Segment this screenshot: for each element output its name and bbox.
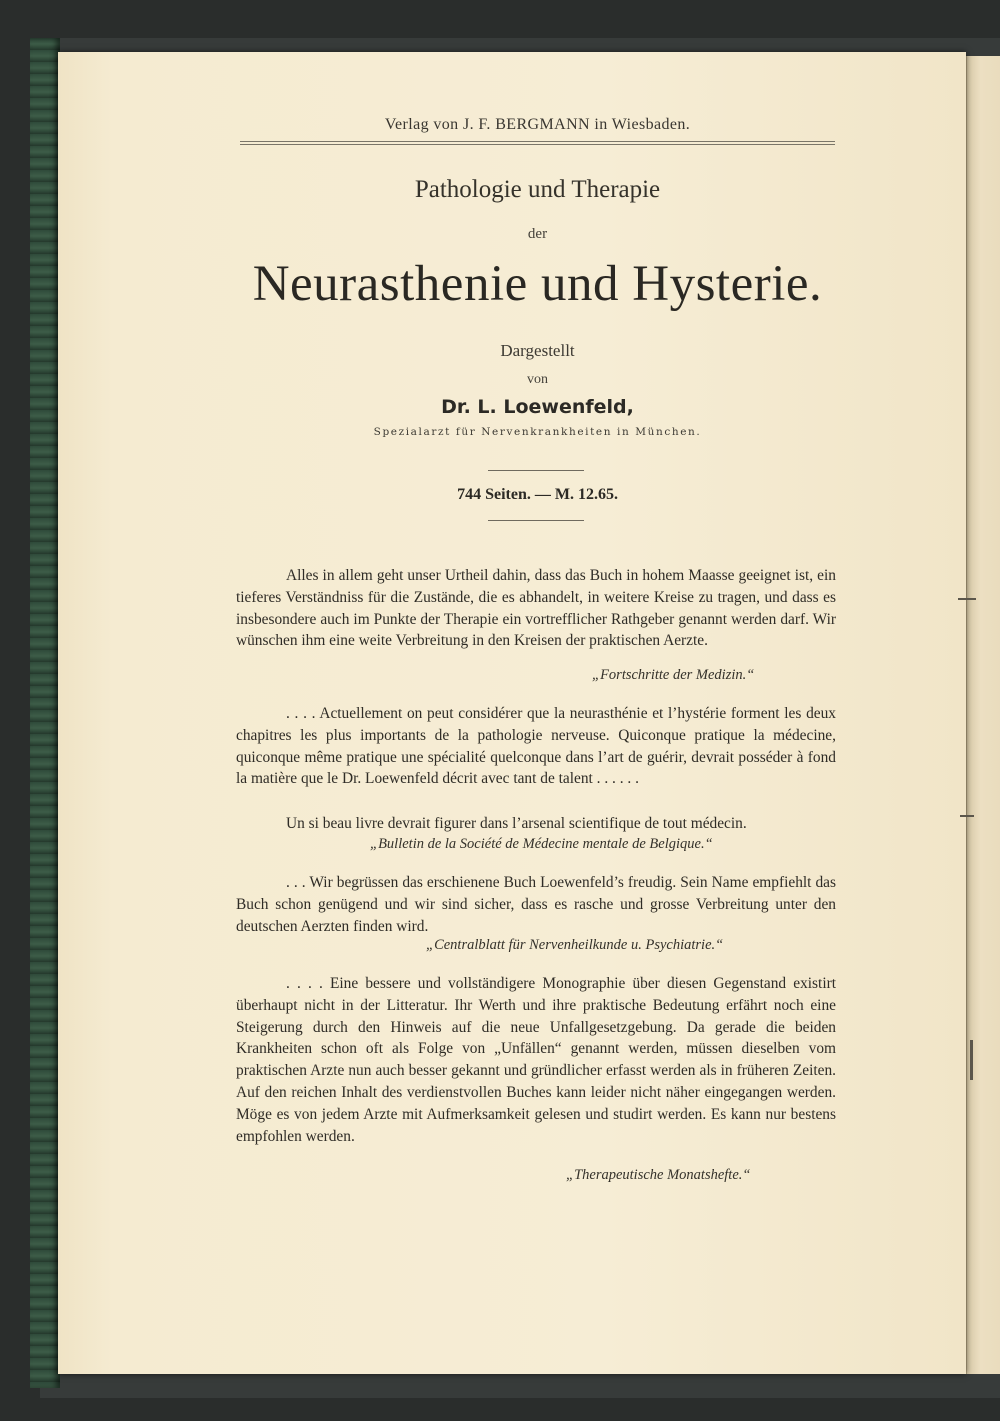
price-line: 744 Seiten. — M. 12.65.: [457, 486, 618, 503]
price-rule-bottom: [488, 520, 584, 521]
author-affiliation: Spezialarzt für Nervenkrankheiten in München.: [373, 426, 702, 438]
author-name: Dr. L. Loewenfeld,: [441, 396, 634, 418]
dargestellt-label: Dargestellt: [500, 341, 575, 360]
von-label: von: [527, 372, 548, 387]
review-source-1: „Fortschritte der Medizin.“: [592, 667, 755, 683]
adjacent-page-edge: [966, 56, 1000, 1374]
review-source-2: „Bulletin de la Société de Médecine mentale de Belgique.“: [370, 836, 713, 852]
price-rule-top: [488, 470, 584, 471]
book-subtitle-der: der: [527, 226, 548, 242]
header-rule: [240, 141, 835, 142]
review-source-3: „Centralblatt für Nervenheilkunde u. Psychiatrie.“: [426, 937, 724, 953]
book-binding: [30, 38, 60, 1388]
margin-mark: [960, 815, 974, 817]
header-rule-double: [240, 144, 835, 145]
book-subtitle: Pathologie und Therapie: [414, 176, 661, 203]
margin-mark: [970, 1040, 973, 1080]
review-source-4: „Therapeutische Monatshefte.“: [566, 1167, 751, 1183]
margin-mark: [958, 598, 976, 600]
book-title: Neurasthenie und Hysterie.: [252, 256, 823, 312]
review-text-4: . . . . Eine bessere und vollständigere Monographie über diesen Gegenstand existirt überhaupt nicht in der Litteratur. Ihr Werth und ihre praktische Bedeutung erfährt noch eine Steigerung durch den Hinweis auf die neue Unfallgesetzgebung. Da gerade die beiden Krankheiten schon oft als Folge von „Unfällen“ genannt werden, müssen dieselben vom praktischen Arzte nun auch besser gekannt und gründlicher erfasst werden als in früheren Zeiten. Auf den reichen Inhalt des verdienstvollen Buches kann leider nicht näher eingegangen werden. Möge es von jedem Arzte mit Aufmerksamkeit gelesen und studirt werden. Es kann nur bestens empfohlen werden.: [236, 975, 836, 1145]
publisher-line: Verlag von J. F. BERGMANN in Wiesbaden.: [384, 116, 691, 133]
review-text-1: Alles in allem geht unser Urtheil dahin, dass das Buch in hohem Maasse geeignet ist, ein tieferes Verständniss für die Zustände, die es abhandelt, in weitere Kreise zu tragen, und dass es insbesondere auch im Punkte der Therapie ein vortrefflicher Rathgeber genannt werden darf. Wir wünschen ihm eine weite Verbreitung in den Kreisen der praktischen Aerzte.: [236, 567, 836, 650]
review-text-2b: Un si beau livre devrait figurer dans l’arsenal scientifique de tout médecin.: [286, 815, 747, 832]
review-text-2: . . . . Actuellement on peut considérer que la neurasthénie et l’hystérie forment les deux chapitres les plus importants de la pathologie nerveuse. Quiconque pratique la médecine, quiconque même pratique une spécialité quelconque dans l’art de guérir, devrait posséder à fond la matière que le Dr. Loewenfeld décrit avec tant de talent . . . . . .: [236, 705, 836, 788]
review-text-3: . . . Wir begrüssen das erschienene Buch Loewenfeld’s freudig. Sein Name empfiehlt das Buch schon genügend und wir sind sicher, dass es rasche und grosse Verbreitung unter den deutschen Aerzten finden wird.: [236, 874, 836, 935]
